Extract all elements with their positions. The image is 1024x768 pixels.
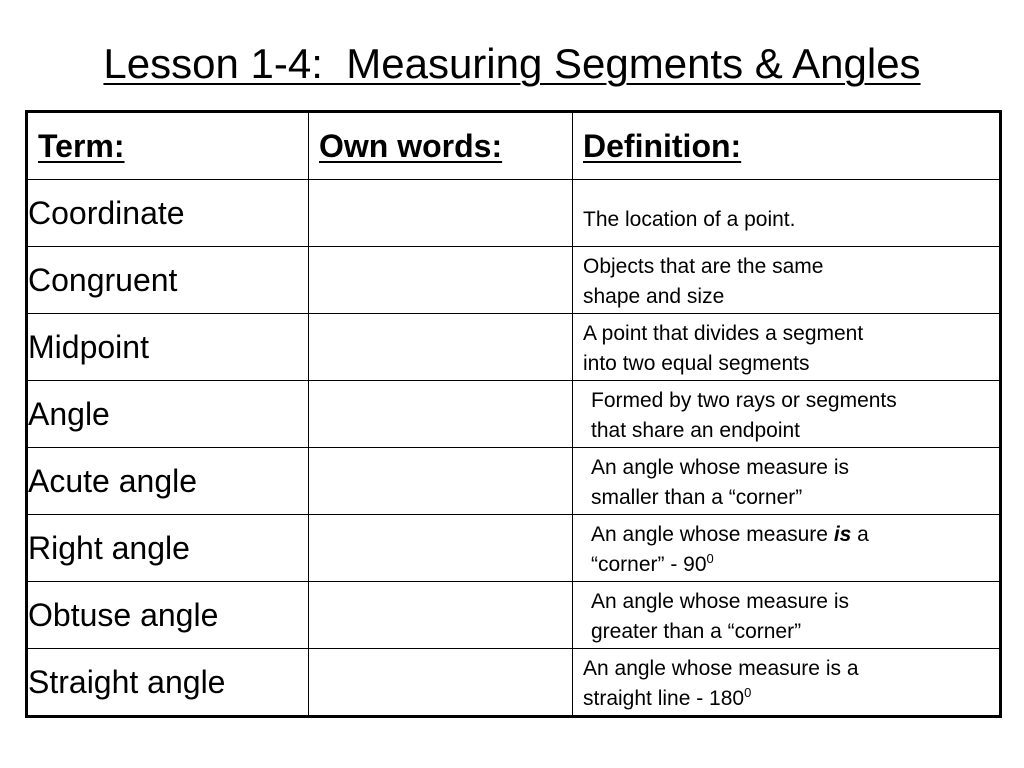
table-row bbox=[27, 180, 1001, 247]
definition-cell bbox=[573, 314, 1001, 381]
definition-cell bbox=[573, 649, 1001, 717]
definition-cell bbox=[573, 448, 1001, 515]
definition-line: smaller than a “corner” bbox=[591, 486, 803, 509]
definition-cell bbox=[573, 515, 1001, 582]
own-words-cell[interactable] bbox=[309, 247, 573, 314]
header-own-words-label: Own words: bbox=[319, 127, 503, 164]
definition-line-pre: An angle whose measure bbox=[591, 523, 834, 546]
definition-line: Objects that are the same bbox=[583, 255, 824, 278]
table-row bbox=[27, 582, 1001, 649]
definition-cell bbox=[573, 381, 1001, 448]
term-cell: Acute angle bbox=[27, 448, 309, 515]
term-cell: Obtuse angle bbox=[27, 582, 309, 649]
definition-line: An angle whose measure is a bbox=[583, 657, 859, 680]
definition-line: that share an endpoint bbox=[591, 419, 800, 442]
definition-emphasis: is bbox=[833, 523, 852, 546]
definition-line-post: a bbox=[851, 523, 869, 546]
header-term bbox=[27, 112, 309, 180]
own-words-cell[interactable] bbox=[309, 448, 573, 515]
term-cell: Straight angle bbox=[27, 649, 309, 717]
page-title: Lesson 1-4: Measuring Segments & Angles bbox=[103, 40, 921, 87]
term-cell: Right angle bbox=[27, 515, 309, 582]
header-term-label: Term: bbox=[38, 127, 125, 164]
own-words-cell[interactable] bbox=[309, 582, 573, 649]
vocabulary-table bbox=[25, 110, 1002, 718]
degree-superscript: 0 bbox=[706, 551, 714, 566]
definition-line: A point that divides a segment bbox=[583, 322, 864, 345]
degree-superscript: 0 bbox=[744, 685, 752, 700]
term-cell: Angle bbox=[27, 381, 309, 448]
table-row bbox=[27, 381, 1001, 448]
header-definition bbox=[573, 112, 1001, 180]
own-words-cell[interactable] bbox=[309, 515, 573, 582]
definition-line: Formed by two rays or segments bbox=[591, 389, 897, 412]
definition-cell bbox=[573, 582, 1001, 649]
term-cell: Congruent bbox=[27, 247, 309, 314]
definition-line: straight line - 180 bbox=[583, 687, 745, 710]
definition-line: shape and size bbox=[583, 285, 725, 308]
own-words-cell[interactable] bbox=[309, 314, 573, 381]
own-words-cell[interactable] bbox=[309, 381, 573, 448]
header-own-words bbox=[309, 112, 573, 180]
term-cell: Midpoint bbox=[27, 314, 309, 381]
definition-line: greater than a “corner” bbox=[591, 620, 802, 643]
definition-cell bbox=[573, 247, 1001, 314]
table-row bbox=[27, 515, 1001, 582]
header-definition-label: Definition: bbox=[583, 127, 742, 164]
own-words-cell[interactable] bbox=[309, 180, 573, 247]
own-words-cell[interactable] bbox=[309, 649, 573, 717]
table-row bbox=[27, 247, 1001, 314]
definition-line: The location of a point. bbox=[583, 208, 796, 231]
table-row bbox=[27, 649, 1001, 717]
definition-line: An angle whose measure is bbox=[591, 590, 849, 613]
definition-cell bbox=[573, 180, 1001, 247]
table-row bbox=[27, 314, 1001, 381]
definition-line: An angle whose measure is bbox=[591, 456, 849, 479]
table-row bbox=[27, 448, 1001, 515]
definition-line: “corner” - 90 bbox=[591, 553, 707, 576]
definition-line: into two equal segments bbox=[583, 352, 810, 375]
term-cell: Coordinate bbox=[27, 180, 309, 247]
table-header-row bbox=[27, 112, 1001, 180]
